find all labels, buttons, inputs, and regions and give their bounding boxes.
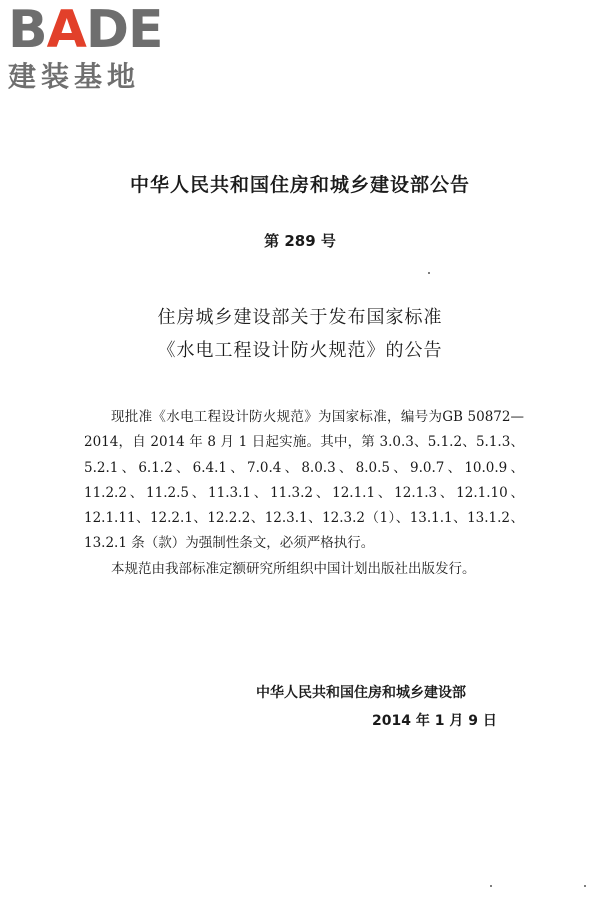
notice-subtitle-line2: 《水电工程设计防火规范》的公告 — [157, 340, 443, 361]
scan-speck — [428, 272, 430, 274]
signature-date: 2014 年 1 月 9 日 — [372, 713, 497, 729]
body-paragraph-2: 本规范由我部标准定额研究所组织中国计划出版社出版发行。 — [111, 560, 476, 577]
notice-number: 第 289 号 — [264, 232, 336, 250]
scan-speck — [584, 885, 586, 887]
signature-organization: 中华人民共和国住房和城乡建设部 — [256, 685, 466, 701]
notice-body — [84, 405, 524, 582]
notice-title: 中华人民共和国住房和城乡建设部公告 — [129, 174, 470, 196]
body-paragraph-1: 现批准《水电工程设计防火规范》为国家标准，编号为GB 50872—2014，自 2014 年 8 月 1 日起实施。其中，第 3.0.3、5.1.2、5.1.3、5.2.1、6.1.2、6.4.1、7.0.4、8.0.3、8.0.5、9.0.7、10.0.9、11.2.2、11.2.5、11.3.1、11.3.2、12.1.1、12.1.3、12.1.10、12.1.11、12.2.1、12.2.2、12.3.1、12.3.2（1）、13.1.1、13.1.2、13.2.1 条（款）为强制性条文，必须严格执行。 — [84, 409, 524, 552]
scan-speck — [490, 885, 492, 887]
notice-subtitle-line1: 住房城乡建设部关于发布国家标准 — [157, 307, 443, 328]
logo-subtitle: 建装基地 — [8, 60, 141, 93]
brand-logo — [8, 0, 178, 96]
logo-accent-letter: A — [46, 0, 86, 60]
logo-wordmark: BADE — [8, 0, 163, 60]
